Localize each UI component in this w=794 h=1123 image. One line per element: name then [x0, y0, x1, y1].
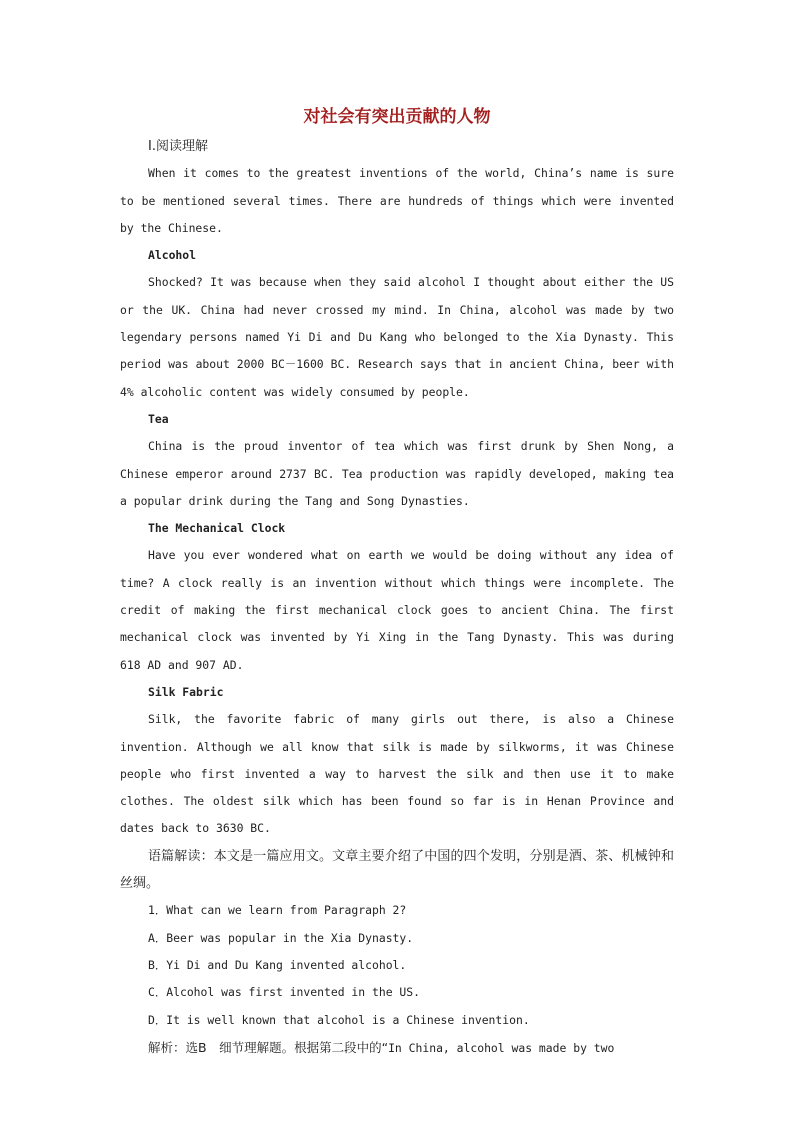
answer-explanation-en: In China, alcohol was made by two [388, 1040, 615, 1055]
section-text-tea: China is the proud inventor of tea which was first drunk by Shen Nong, a Chinese emperor around 2737 BC. Tea production was rapidly developed, making tea a popular drink during the Tang and Song Dynasties. [120, 439, 674, 508]
answer-explanation [120, 1034, 674, 1062]
question-option-a: A．Beer was popular in the Xia Dynasty. [148, 930, 414, 945]
section-label: Ⅰ.阅读理解 [148, 139, 208, 154]
section-heading-mechanical-clock: The Mechanical Clock [148, 521, 286, 536]
section-text-mechanical-clock: Have you ever wondered what on earth we would be doing without any idea of time? A clock really is an invention without which things were incomplete. The credit of making the first mechanical clock goes to ancient China. The first mechanical clock was invented by Yi Xing in the Tang Dynasty. This was during 618 AD and 907 AD. [120, 548, 674, 672]
section-heading-silk-fabric: Silk Fabric [148, 684, 224, 699]
question-stem: 1．What can we learn from Paragraph 2? [148, 903, 407, 918]
section-text-silk-fabric: Silk, the favorite fabric of many girls out there, is also a Chinese invention. Although we all know that silk is made by silkworms, it was Chinese people who first invented a way to harvest the silk and then use it to make clothes. The oldest silk which has been found so far is in Henan Province and dates back to 3630 BC. [120, 712, 674, 836]
question-option-b: B．Yi Di and Du Kang invented alcohol. [148, 957, 407, 972]
section-text-alcohol: Shocked? It was because when they said alcohol I thought about either the US or the UK. China had never crossed my mind. In China, alcohol was made by two legendary persons named Yi Di and Du Kang who belonged to the Xia Dynasty. This period was about 2000 BC－1600 BC. Research says that in ancient China, beer with 4% alcoholic content was widely consumed by people. [120, 275, 674, 399]
passage-summary: 语篇解读：本文是一篇应用文。文章主要介绍了中国的四个发明，分别是酒、茶、机械钟和丝绸。 [120, 848, 674, 892]
answer-explanation-cn: 解析：选B 细节理解题。根据第二段中的“ [148, 1039, 389, 1055]
question-option-c: C．Alcohol was first invented in the US. [148, 985, 420, 1000]
intro-paragraph: When it comes to the greatest inventions of the world, China’s name is sure to be mentioned several times. There are hundreds of things which were invented by the Chinese. [120, 166, 674, 235]
page-title: 对社会有突出贡献的人物 [303, 107, 491, 127]
section-heading-alcohol: Alcohol [148, 248, 197, 263]
question-option-d: D．It is well known that alcohol is a Chinese invention. [148, 1012, 530, 1027]
document-page [120, 105, 674, 1062]
section-heading-tea: Tea [148, 411, 169, 426]
